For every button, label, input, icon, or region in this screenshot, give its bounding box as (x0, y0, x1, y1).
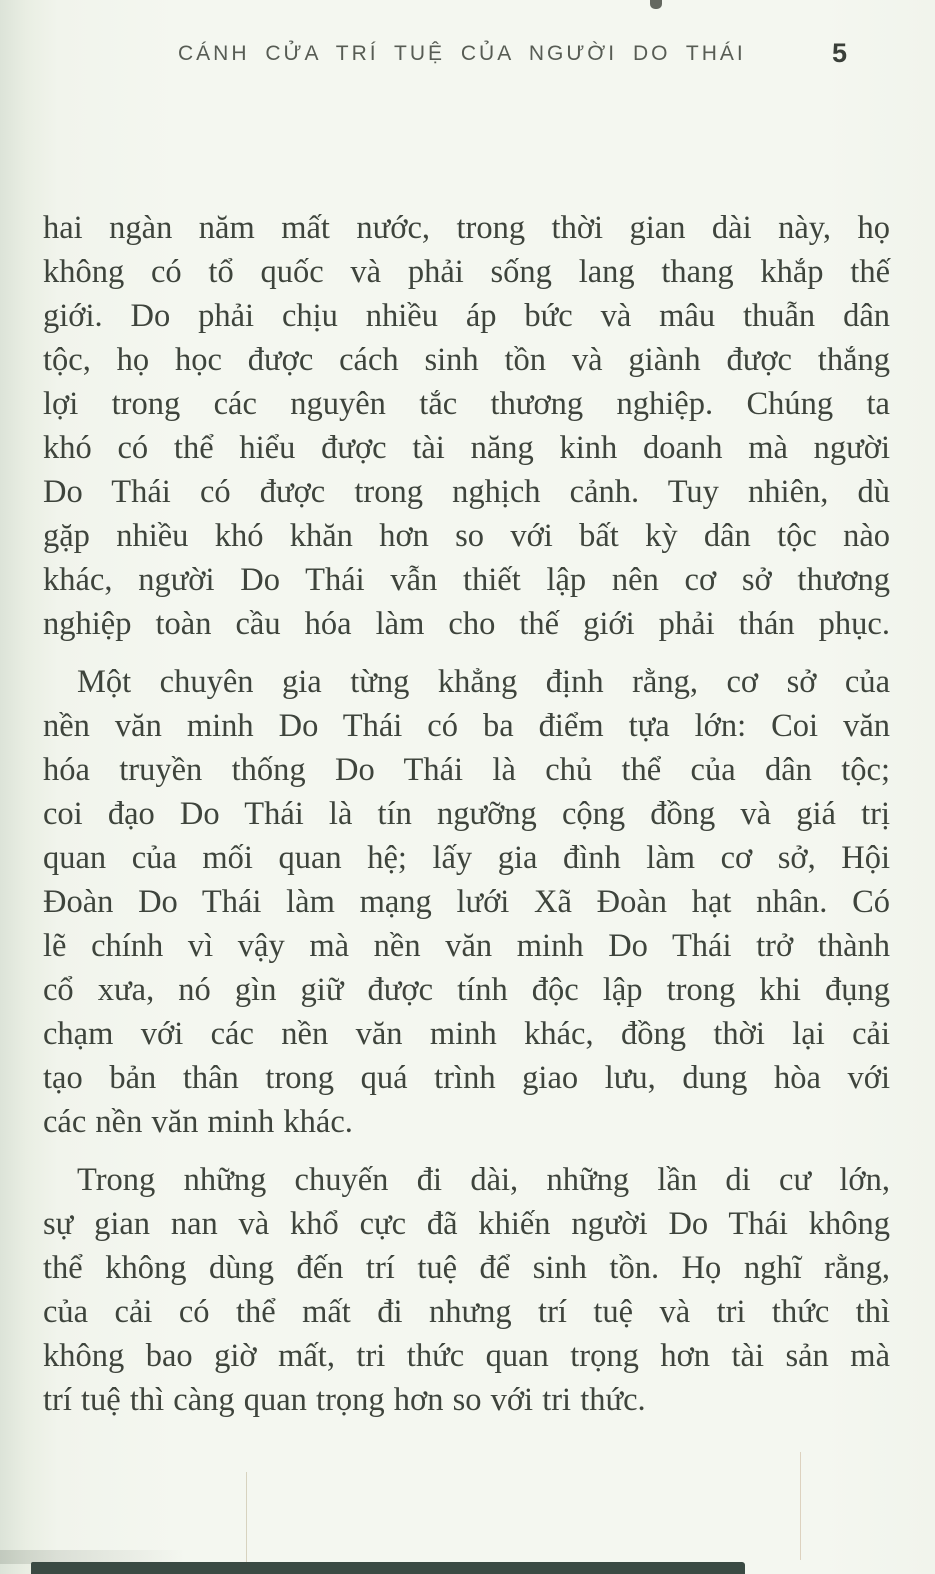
running-header-title: CÁNH CỬA TRÍ TUỆ CỦA NGƯỜI DO THÁI (178, 42, 746, 65)
text-line: Do Thái có được trong nghịch cảnh. Tuy nhiên, dù (43, 474, 890, 510)
text-line: gặp nhiều khó khăn hơn so với bất kỳ dân tộc nào (43, 518, 890, 554)
text-line: quan của mối quan hệ; lấy gia đình làm cơ sở, Hội (43, 840, 890, 876)
text-line: tạo bản thân trong quá trình giao lưu, dung hòa với (43, 1060, 890, 1096)
paragraph-3 (43, 1158, 890, 1422)
text-line: Trong những chuyến đi dài, những lần di cư lớn, (77, 1162, 890, 1198)
text-line: tộc, họ học được cách sinh tồn và giành được thắng (43, 342, 890, 378)
text-line: lợi trong các nguyên tắc thương nghiệp. Chúng ta (43, 386, 890, 422)
scan-scratch-artifact (246, 1472, 247, 1564)
scan-speck-artifact (650, 0, 662, 9)
text-line: nghiệp toàn cầu hóa làm cho thế giới phải thán phục. (43, 606, 890, 642)
text-line: giới. Do phải chịu nhiều áp bức và mâu thuẫn dân (43, 298, 890, 334)
page-number: 5 (832, 38, 848, 68)
text-line: không bao giờ mất, tri thức quan trọng hơn tài sản mà (43, 1338, 890, 1374)
text-line: Đoàn Do Thái làm mạng lưới Xã Đoàn hạt nhân. Có (43, 884, 890, 920)
text-line: chạm với các nền văn minh khác, đồng thời lại cải (43, 1016, 890, 1052)
scan-bottom-edge-bar (31, 1562, 745, 1574)
text-line: không có tổ quốc và phải sống lang thang khắp thế (43, 254, 890, 290)
text-line: nền văn minh Do Thái có ba điểm tựa lớn: Coi văn (43, 708, 890, 744)
text-line: khác, người Do Thái vẫn thiết lập nên cơ sở thương (43, 562, 890, 598)
text-line: khó có thể hiểu được tài năng kinh doanh mà người (43, 430, 890, 466)
text-line: coi đạo Do Thái là tín ngưỡng cộng đồng và giá trị (43, 796, 890, 832)
text-line: sự gian nan và khổ cực đã khiến người Do Thái không (43, 1206, 890, 1242)
paragraph-1 (43, 206, 890, 646)
text-line: các nền văn minh khác. (43, 1104, 353, 1140)
text-line: cổ xưa, nó gìn giữ được tính độc lập trong khi đụng (43, 972, 890, 1008)
text-line: trí tuệ thì càng quan trọng hơn so với tri thức. (43, 1382, 646, 1418)
text-line: lẽ chính vì vậy mà nền văn minh Do Thái trở thành (43, 928, 890, 964)
text-line: hóa truyền thống Do Thái là chủ thể của dân tộc; (43, 752, 890, 788)
text-line: của cải có thể mất đi nhưng trí tuệ và tri thức thì (43, 1294, 890, 1330)
paragraph-2 (43, 660, 890, 1144)
scan-scratch-artifact (800, 1452, 801, 1560)
text-line: hai ngàn năm mất nước, trong thời gian dài này, họ (43, 210, 890, 246)
text-line: thể không dùng đến trí tuệ để sinh tồn. Họ nghĩ rằng, (43, 1250, 890, 1286)
page-content (43, 206, 890, 1422)
text-line: Một chuyên gia từng khẳng định rằng, cơ sở của (77, 664, 890, 700)
